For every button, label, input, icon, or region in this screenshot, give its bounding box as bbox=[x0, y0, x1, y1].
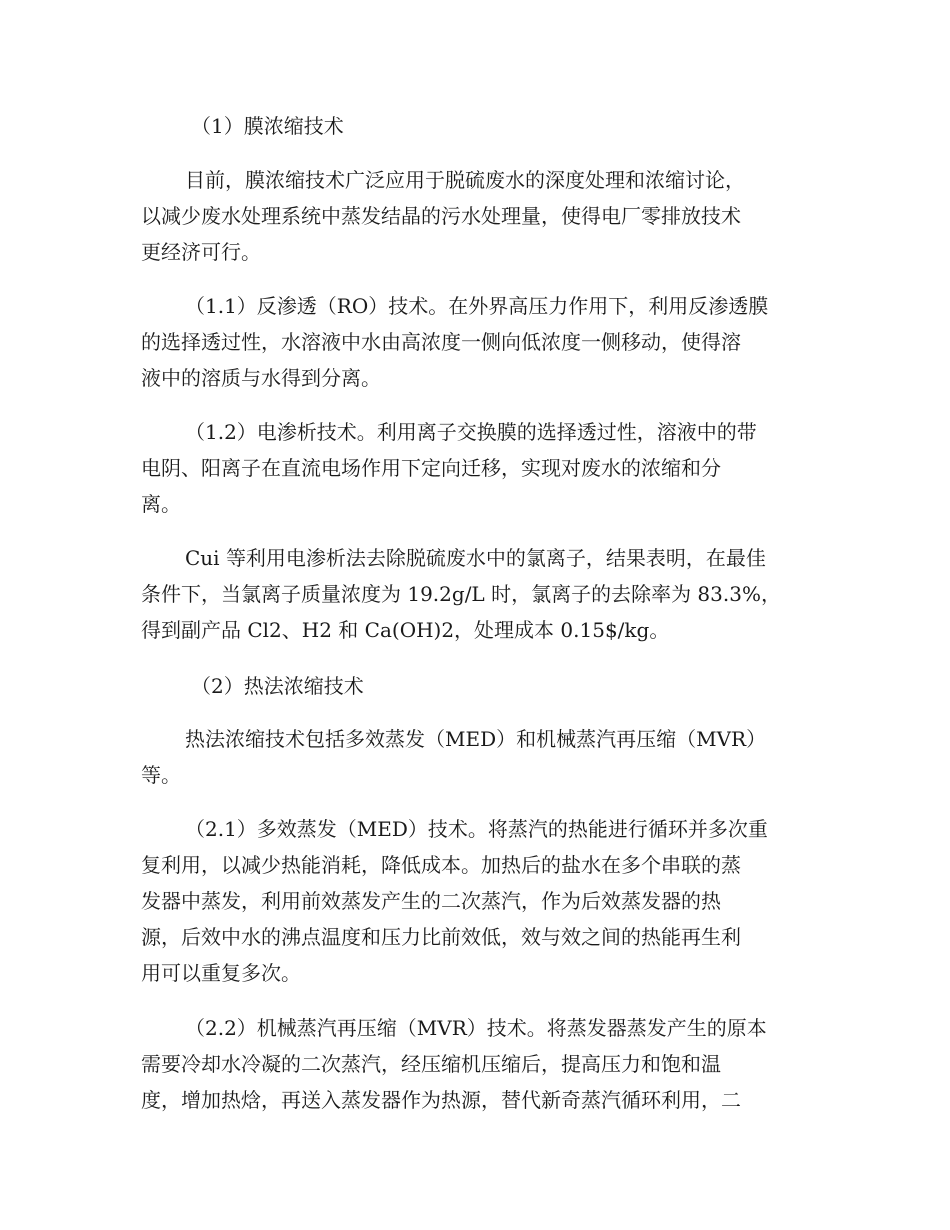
section-heading: （2）热法浓缩技术 bbox=[191, 674, 364, 698]
paragraph-line: （2.2）机械蒸汽再压缩（MVR）技术。将蒸发器蒸发产生的原本 bbox=[185, 1016, 767, 1040]
paragraph-line: 更经济可行。 bbox=[141, 240, 261, 264]
paragraph-line: 得到副产品 Cl2、H2 和 Ca(OH)2，处理成本 0.15$/kg。 bbox=[141, 618, 670, 642]
paragraph-line: 以减少废水处理系统中蒸发结晶的污水处理量，使得电厂零排放技术 bbox=[141, 204, 741, 228]
paragraph-line: 离。 bbox=[141, 492, 181, 516]
paragraph-line: （1.1）反渗透（RO）技术。在外界高压力作用下，利用反渗透膜 bbox=[185, 294, 769, 318]
paragraph-line: 源，后效中水的沸点温度和压力比前效低，效与效之间的热能再生利 bbox=[141, 925, 741, 949]
paragraph-line: 需要冷却水冷凝的二次蒸汽，经压缩机压缩后，提高压力和饱和温 bbox=[141, 1052, 721, 1076]
paragraph-line: 复利用，以减少热能消耗，降低成本。加热后的盐水在多个串联的蒸 bbox=[141, 853, 741, 877]
section-heading: （1）膜浓缩技术 bbox=[191, 114, 344, 138]
paragraph-line: 热法浓缩技术包括多效蒸发（MED）和机械蒸汽再压缩（MVR） bbox=[185, 727, 767, 751]
paragraph-line: 度，增加热焓，再送入蒸发器作为热源，替代新奇蒸汽循环利用，二 bbox=[141, 1088, 741, 1112]
paragraph-line: 液中的溶质与水得到分离。 bbox=[141, 366, 381, 390]
paragraph-line: （2.1）多效蒸发（MED）技术。将蒸汽的热能进行循环并多次重 bbox=[185, 817, 768, 841]
paragraph-line: 条件下，当氯离子质量浓度为 19.2g/L 时，氯离子的去除率为 83.3%， bbox=[141, 582, 781, 606]
paragraph-line: Cui 等利用电渗析法去除脱硫废水中的氯离子，结果表明，在最佳 bbox=[185, 546, 766, 570]
paragraph-line: 用可以重复多次。 bbox=[141, 961, 301, 985]
paragraph-line: 的选择透过性，水溶液中水由高浓度一侧向低浓度一侧移动，使得溶 bbox=[141, 330, 741, 354]
paragraph-line: 电阴、阳离子在直流电场作用下定向迁移，实现对废水的浓缩和分 bbox=[141, 456, 721, 480]
paragraph-line: 发器中蒸发，利用前效蒸发产生的二次蒸汽，作为后效蒸发器的热 bbox=[141, 889, 721, 913]
paragraph-line: 目前，膜浓缩技术广泛应用于脱硫废水的深度处理和浓缩讨论， bbox=[185, 168, 745, 192]
paragraph-line: 等。 bbox=[141, 763, 181, 787]
paragraph-line: （1.2）电渗析技术。利用离子交换膜的选择透过性，溶液中的带 bbox=[185, 420, 757, 444]
